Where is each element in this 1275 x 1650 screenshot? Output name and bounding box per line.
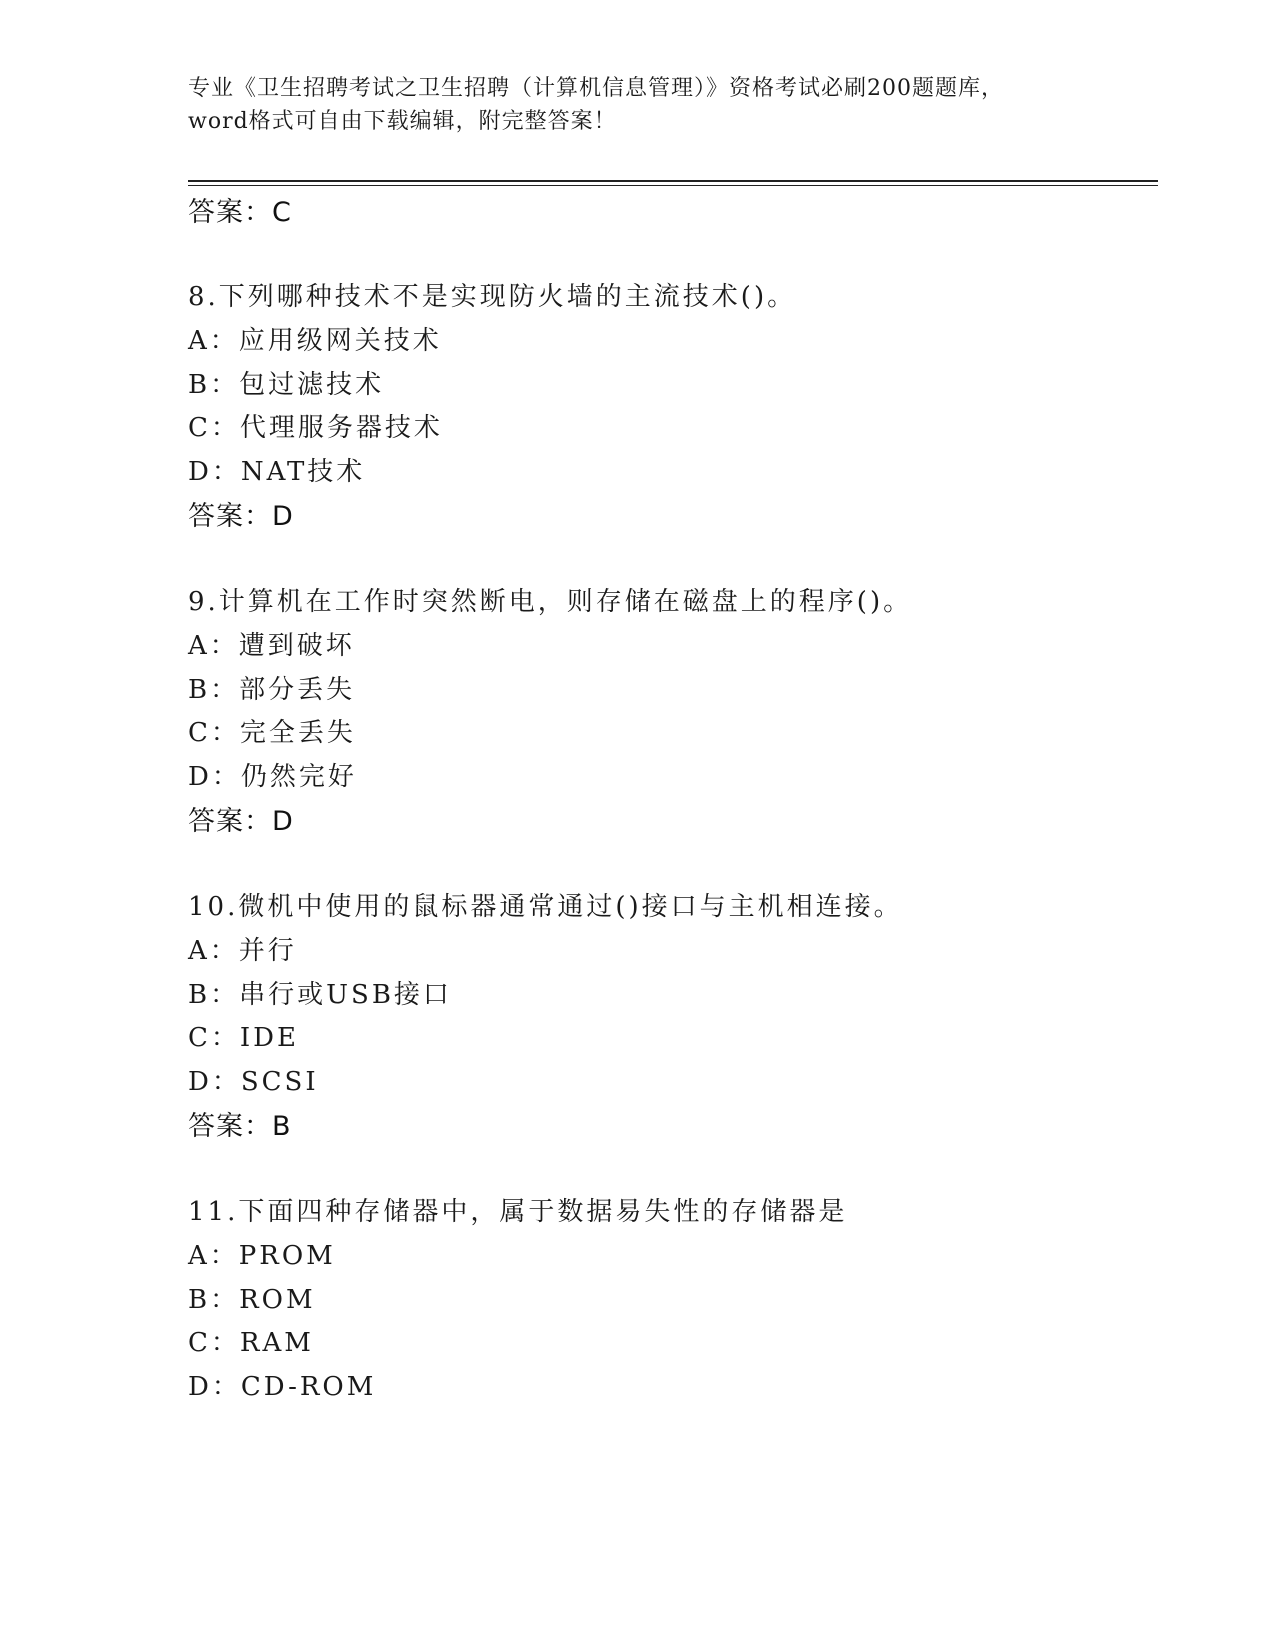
document-header (188, 72, 1088, 138)
q9-option-b: B：部分丢失 (188, 675, 356, 705)
q10-option-b: B：串行或USB接口 (188, 980, 452, 1010)
header-line-1: 专业《卫生招聘考试之卫生招聘（计算机信息管理）》资格考试必刷200题题库， (188, 76, 1004, 101)
answer-q7: 答案：C (188, 197, 292, 228)
question-9: 9.计算机在工作时突然断电，则存储在磁盘上的程序()。 (188, 587, 913, 617)
q10-option-a: A：并行 (188, 936, 297, 966)
header-divider-thin (188, 185, 1158, 186)
q9-option-d: D：仍然完好 (188, 762, 357, 792)
q9-option-a: A：遭到破坏 (188, 631, 355, 661)
q8-option-d: D：NAT技术 (188, 457, 366, 487)
header-divider-thick (188, 180, 1158, 182)
answer-q9: 答案：D (188, 806, 294, 837)
answer-q10: 答案：B (188, 1111, 292, 1142)
q9-option-c: C：完全丢失 (188, 718, 356, 748)
q10-option-d: D：SCSI (188, 1067, 319, 1097)
answer-q8: 答案：D (188, 501, 294, 532)
question-10: 10.微机中使用的鼠标器通常通过()接口与主机相连接。 (188, 892, 903, 922)
q8-option-b: B：包过滤技术 (188, 370, 385, 400)
q11-option-d: D：CD-ROM (188, 1372, 377, 1402)
q10-option-c: C：IDE (188, 1023, 299, 1053)
question-11: 11.下面四种存储器中，属于数据易失性的存储器是 (188, 1197, 848, 1227)
q8-option-a: A：应用级网关技术 (188, 326, 442, 356)
q8-option-c: C：代理服务器技术 (188, 413, 443, 443)
header-line-2: word格式可自由下载编辑，附完整答案！ (188, 109, 617, 134)
q11-option-c: C：RAM (188, 1328, 314, 1358)
question-8: 8.下列哪种技术不是实现防火墙的主流技术()。 (188, 282, 797, 312)
q11-option-a: A：PROM (188, 1241, 336, 1271)
q11-option-b: B：ROM (188, 1285, 316, 1315)
